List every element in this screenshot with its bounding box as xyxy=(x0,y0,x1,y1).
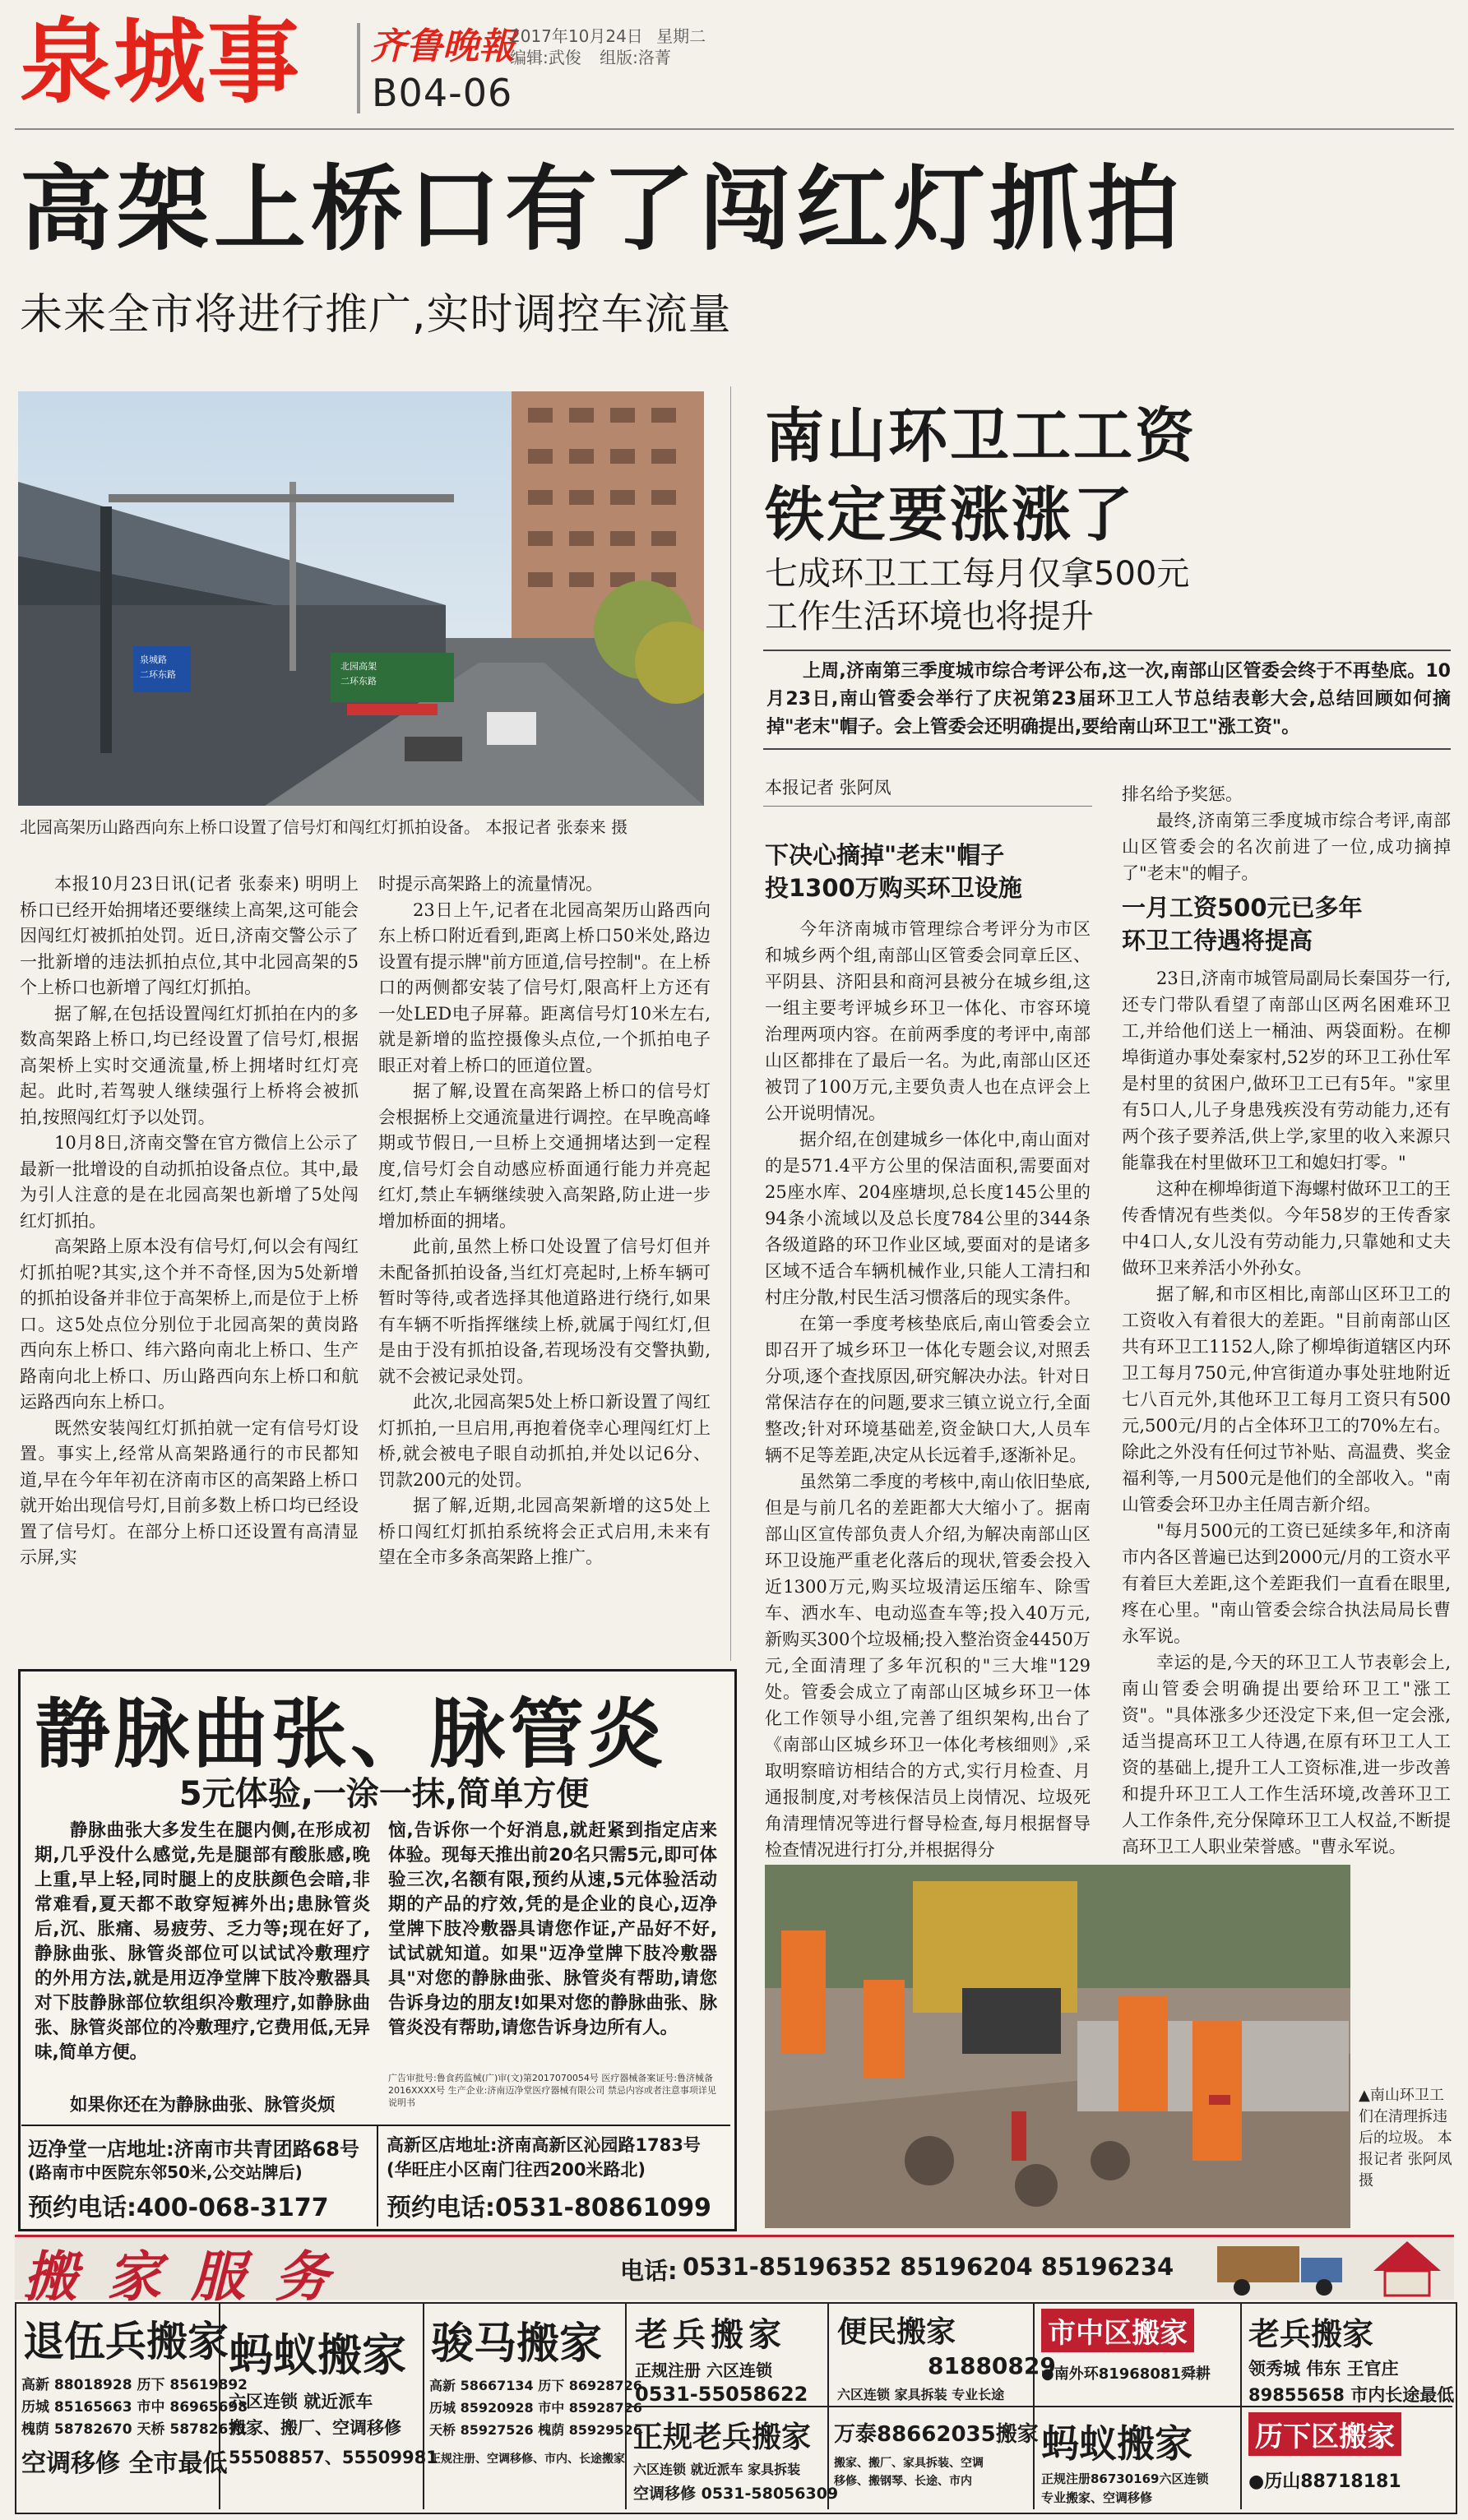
moving-ad-line: 89855658 市内长途最低 xyxy=(1248,2385,1455,2405)
moving-ad-line: ●南外环81968081舜耕 xyxy=(1041,2365,1211,2383)
moving-ad-name: 骏马搬家 xyxy=(431,2319,603,2369)
second-paragraph: 幸运的是,今天的环卫工人节表彰会上,南山管委会明确提出要给环卫工"涨工资"。"具体涨多少还没定下来,但一定会涨,适当提高环卫工人待遇,在原有环卫工人工资的基础上,提升工人工资标准,进一步改善和提升环卫工人工作生活环境,改善环卫工人工作条件,充分保障环卫工人权益,不断提高环卫工人职业荣誉感。"曹永军说。 xyxy=(1122,1653,1451,1856)
issue-date xyxy=(510,23,706,47)
byline-rule xyxy=(763,806,1092,807)
second-lede-rule-bottom xyxy=(763,748,1451,750)
moving-ad-name: 便民搬家 xyxy=(837,2315,956,2349)
sanitation-photo-caption: ▲南山环卫工们在清理拆违后的垃圾。 本报记者 张阿凤 摄 xyxy=(1359,2087,1452,2189)
second-headline-line1: 南山环卫工工资 xyxy=(765,401,1197,470)
lead-paragraph: 此前,虽然上桥口处设置了信号灯但并未配备抓拍设备,当红灯亮起时,上桥车辆可暂时等待,或者选择其他道路进行绕行,如果有车辆不听指挥继续上桥,就属于闯红灯,但是由于没有抓拍设备,若现场没有交警执勤,就不会被记录处罚。 xyxy=(378,1237,711,1386)
second-subhead-line2: 工作生活环境也将提升 xyxy=(765,598,1094,636)
moving-ad-name: 历下区搬家 xyxy=(1248,2412,1401,2456)
second-subhead-a-2: 投1300万购买环卫设施 xyxy=(765,874,1022,902)
moving-ad-line: 历城 85165663 市中 86965698 xyxy=(21,2399,248,2416)
vein-ad-col1: 静脉曲张大多发生在腿内侧,在形成初期,几乎没什么感觉,先是腿部有酸胀感,晚上重,早上轻,同时腿上的皮肤颜色会暗,非常难看,夏天都不敢穿短裤外出;患脉管炎后,沉、胀痛、易疲劳、乏力等;现在好了,静脉曲张、脉管炎部位可以试试冷敷理疗的外用方法,就是用迈净堂牌下肢冷敷器具对下肢静脉部位软组织冷敷理疗,如静脉曲张、脉管炎部位的冷敷理疗,它费用低,无异味,简单方便。 xyxy=(35,1820,370,2063)
moving-ad-footer: 空调移修 0531-58056309 xyxy=(633,2485,839,2503)
store2-address: 高新区店地址:济南高新区沁园路1783号(华旺庄小区南门往西200米路北) xyxy=(387,2135,701,2180)
moving-ad-line: 81880829 xyxy=(928,2352,1056,2379)
moving-ad[interactable] xyxy=(1242,2407,1452,2509)
moving-ad-line: 搬家、搬厂、空调移修 xyxy=(229,2418,401,2438)
second-paragraph: 虽然第二季度的考核中,南山依旧垫底,但是与前几名的差距都大大缩小了。据南部山区宣传部负责人介绍,为解决南部山区环卫设施严重老化落后的现状,管委会投入近1300万元,购买垃圾清运压缩车、除雪车、洒水车、电动巡查车等;投入40万元,新购买300个垃圾桶;投入整治资金4450万元,全面清理了多年沉积的"三大堆"129处。管委会成立了南部山区城乡环卫一体化工作领导小组,完善了组织架构,出台了《南部山区城乡环卫一体化考核细则》,采取明察暗访相结合的方式,实行月检查、月通报制度,对考核保洁员上岗情况、垃圾死角清理情况等进行督导检查,每月根据督导检查情况进行打分,并根据得分 xyxy=(765,1472,1091,1860)
second-paragraph: 最终,济南第三季度城市综合考评,南部山区管委会的名次前进了一位,成功摘掉了"老末"的帽子。 xyxy=(1122,811,1451,883)
moving-ad-name: 退伍兵搬家 xyxy=(23,2318,229,2365)
lead-paragraph: 据了解,近期,北园高架新增的这5处上桥口闯红灯抓拍系统将会正式启用,未来有望在全市多条高架路上推广。 xyxy=(378,1496,711,1567)
moving-ad-line: 移修、搬钢琴、长途、市内 xyxy=(834,2475,972,2488)
lead-subhead: 未来全市将进行推广,实时调控车流量 xyxy=(20,290,732,340)
moving-ad[interactable] xyxy=(16,2304,248,2509)
moving-ad-line: 历城 85920928 市中 85928726 xyxy=(429,2400,642,2416)
road-sign-1-text: 泉城路 二环东路 xyxy=(140,654,176,680)
moving-ad-name: 正规老兵搬家 xyxy=(633,2421,812,2454)
moving-ad[interactable] xyxy=(627,2407,839,2509)
vein-ad-title: 静脉曲张、脉管炎 xyxy=(35,1690,667,1778)
lead-paragraph: 23日上午,记者在北园高架历山路西向东上桥口附近看到,距离上桥口50米处,路边设置有提示牌"前方匝道,信号控制"。在上桥口的两侧都安装了信号灯,限高杆上方还有一处LED电子屏幕。距离信号灯10米左右,就是新增的监控摄像头点位,一个抓拍电子眼正对着上桥口的匝道位置。 xyxy=(378,899,711,1075)
vein-ad-divider-vertical xyxy=(377,2126,378,2226)
moving-ad-line: 高新 88018928 历下 85619892 xyxy=(21,2377,248,2393)
moving-ad-line: 搬家、搬厂、家具拆装、空调 xyxy=(834,2457,984,2470)
moving-ad-line: 高新 58667134 历下 86928726 xyxy=(429,2378,642,2393)
paper-logo: 齐鲁晚報 xyxy=(370,25,515,67)
second-subhead-a-1: 下决心摘掉"老末"帽子 xyxy=(765,841,1005,869)
moving-ad-line: 六区连锁 就近派车 xyxy=(229,2392,373,2411)
second-lede: 上周,济南第三季度城市综合考评公布,这一次,南部山区管委会终于不再垫底。10月23日,南山管委会举行了庆祝第23届环卫工人节总结表彰大会,总结回顾如何摘掉"老末"帽子。会上管委会还明确提出,要给南山环卫工"涨工资"。 xyxy=(766,661,1451,738)
second-subhead-line1: 七成环卫工工每月仅拿500元 xyxy=(765,555,1190,593)
second-lede-rule-top xyxy=(763,650,1451,651)
vein-ad-col1-end: 如果你还在为静脉曲张、脉管炎烦 xyxy=(70,2095,336,2115)
second-paragraph: 排名给予奖惩。 xyxy=(1122,784,1243,804)
moving-ad-name: 蚂蚁搬家 xyxy=(229,2329,406,2381)
moving-phone-label: 电话: xyxy=(620,2257,678,2285)
moving-ad-line: 领秀城 伟东 王官庄 xyxy=(1248,2359,1399,2379)
vein-ad-divider xyxy=(21,2125,730,2126)
moving-ad-line: 正规注册86730169六区连锁 xyxy=(1041,2471,1209,2486)
moving-ad-footer: 55508857、55509981 xyxy=(229,2448,438,2467)
designer: 组版:洛菁 xyxy=(600,48,671,67)
moving-ad-footer: 正规注册、空调移修、市内、长途搬家 xyxy=(429,2453,625,2466)
masthead-divider xyxy=(357,23,360,113)
section-title: 泉城事 xyxy=(20,9,301,116)
second-byline: 本报记者 张阿凤 xyxy=(765,778,891,798)
moving-ad[interactable] xyxy=(424,2304,642,2509)
moving-ad[interactable] xyxy=(1035,2304,1242,2407)
lead-paragraph: 本报10月23日讯(记者 张泰来) 明明上桥口已经开始拥堵还要继续上高架,这可能会因闯红灯被抓拍处罚。近日,济南交警公示了一批新增的违法抓拍点位,其中北园高架的5个上桥口也新增了闯红灯抓拍。 xyxy=(20,874,359,997)
second-paragraph: 据了解,和市区相比,南部山区环卫工的工资收入有着很大的差距。"目前南部山区共有环卫工1152人,除了柳埠街道辖区内环卫工每月750元,仲宫街道办事处驻地附近七八百元外,其他环卫工每月工资只有500元,500元/月的占全体环卫工的70%左右。除此之外没有任何过节补贴、高温费、奖金福利等,一月500元是他们的全部收入。"南山管委会环卫办主任周吉新介绍。 xyxy=(1122,1284,1451,1514)
lead-column-2 xyxy=(378,872,711,1571)
lead-paragraph: 既然安装闯红灯抓拍就一定有信号灯设置。事实上,经常从高架路通行的市民都知道,早在今年年初在济南市区的高架路上桥口就开始出现信号灯,目前多数上桥口均已经设置了信号灯。在部分上桥口还设置有高清显示屏,实 xyxy=(20,1417,359,1567)
moving-ad-line: 专业搬家、空调移修 xyxy=(1041,2490,1153,2505)
second-paragraph: 在第一季度考核垫底后,南山管委会立即召开了城乡环卫一体化专题会议,对照丢分项,逐个查找原因,研究解决办法。针对日常保洁存在的问题,要求三镇立说立行,全面整改;针对环境基础差,资金缺口大,人员车辆不足等差距,决定从长远着手,逐渐补足。 xyxy=(765,1314,1091,1465)
moving-ad[interactable] xyxy=(220,2304,438,2509)
lead-paragraph: 10月8日,济南交警在官方微信上公示了最新一批增设的自动抓拍设备点位。其中,最为引人注意的是在北园高架也新增了5处闯红灯抓拍。 xyxy=(20,1133,359,1231)
lead-paragraph: 据了解,在包括设置闯红灯抓拍在内的多数高架路上桥口,均已经设置了信号灯,根据高架桥上实时交通流量,桥上拥堵时红灯亮起。此时,若驾驶人继续强行上桥将会被抓拍,按照闯红灯予以处罚。 xyxy=(20,1003,359,1127)
moving-ad[interactable] xyxy=(829,2304,1056,2407)
lead-photo xyxy=(18,391,704,806)
store1-note: (路南市中医院东邻50米,公交站牌后) xyxy=(28,2162,303,2182)
moving-ad[interactable] xyxy=(627,2304,829,2407)
workers-illustration xyxy=(765,1865,1350,2228)
moving-ad-line: ●历山88718181 xyxy=(1248,2471,1401,2492)
lead-column-1 xyxy=(20,872,359,1571)
second-headline-line2: 铁定要涨涨了 xyxy=(765,480,1136,549)
lead-photo-caption: 北园高架历山路西向东上桥口设置了信号灯和闯红灯抓拍设备。 本报记者 张泰来 摄 xyxy=(20,817,628,837)
vein-ad-slogan: 5元体验,一涂一抹,简单方便 xyxy=(178,1775,590,1813)
moving-ad[interactable] xyxy=(829,2407,1039,2509)
road-sign-2-text: 北园高架 二环东路 xyxy=(340,661,377,687)
moving-ad[interactable] xyxy=(1035,2407,1242,2509)
lead-paragraph: 高架路上原本没有信号灯,何以会有闯红灯抓拍呢?其实,这个并不奇怪,因为5处新增的抓拍设备并非位于高架桥上,而是位于上桥口。这5处点位分别位于北园高架的黄岗路西向东上桥口、纬六路向南北上桥口、生产路南向北上桥口、历山路西向东上桥口和航运路西向东上桥口。 xyxy=(20,1237,359,1412)
staff-line xyxy=(510,44,671,68)
moving-ad-line: 天桥 85927526 槐荫 85929526 xyxy=(429,2422,642,2438)
second-subhead-b-1: 一月工资500元已多年 xyxy=(1122,894,1363,922)
second-paragraph: 据介绍,在创建城乡一体化中,南山面对的是571.4平方公里的保洁面积,需要面对25座水库、204座塘坝,总长度145公里的94条小流域以及总长度784公里的344条各级道路的环卫作业区域,要面对的是诸多区域不适合车辆机械作业,只能人工清扫和村庄分散,村民生活习惯落后的现实条件。 xyxy=(765,1130,1091,1307)
vein-ad-fineprint: 广告审批号:鲁食药监械(广)审(文)第2017070054号 医疗器械备案证号:鲁济械备2016XXXX号 生产企业:济南迈净堂医疗器械有限公司 禁忌内容或者注意事项详见说明书 xyxy=(388,2073,716,2108)
page-number: B04-06 xyxy=(372,71,513,115)
moving-ad-name: 老兵搬家 xyxy=(1248,2316,1374,2352)
store2-phone[interactable]: 预约电话:0531-80861099 xyxy=(387,2194,711,2222)
house-icon xyxy=(1370,2238,1444,2297)
weekday: 星期二 xyxy=(656,26,706,46)
truck-icon xyxy=(1209,2238,1357,2297)
second-paragraph: "每月500元的工资已延续多年,和济南市内各区普遍已达到2000元/月的工资水平有着巨大差距,这个差距我们一直看在眼里,疼在心里。"南山管委会综合执法局局长曹永军说。 xyxy=(1122,1521,1451,1646)
date: 2017年10月24日 xyxy=(510,26,643,46)
lead-headline: 高架上桥口有了闯红灯抓拍 xyxy=(20,156,1184,263)
column-rule xyxy=(730,386,731,1661)
overpass-illustration xyxy=(18,391,704,806)
second-column-b xyxy=(1122,965,1451,1860)
second-column-b-top xyxy=(1122,781,1451,886)
second-column-a xyxy=(765,916,1091,1863)
moving-ad-name: 市中区搬家 xyxy=(1041,2309,1194,2352)
moving-ad-line: 槐荫 58782670 天桥 58782671 xyxy=(21,2421,248,2438)
moving-ad-line: 0531-55058622 xyxy=(635,2383,808,2406)
vein-ad-col2: 恼,告诉你一个好消息,就赶紧到指定店来体验。现每天推出前20名只需5元,即可体验三次,名额有限,预约从速,5元体验活动期的产品的疗效,凭的是企业的良心,迈净堂牌下肢冷敷器具请您作证,产品好不好,试试就知道。如果"迈净堂牌下肢冷敷器具"对您的静脉曲张、脉管炎有帮助,请您告诉身边的朋友!如果对您的静脉曲张、脉管炎没有帮助,请您告诉身边所有人。 xyxy=(388,1820,717,2038)
second-paragraph: 这种在柳埠街道下海螺村做环卫工的王传香情况有些类似。今年58岁的王传香家中4口人,女儿没有劳动能力,只靠她和丈夫做环卫来养活小外孙女。 xyxy=(1122,1179,1451,1278)
moving-ad-name: 老兵搬家 xyxy=(635,2316,786,2354)
editor: 编辑:武俊 xyxy=(510,48,581,67)
second-paragraph: 今年济南城市管理综合考评分为市区和城乡两个组,南部山区管委会同章丘区、平阴县、济阳县和商河县被分在城乡组,这一组主要考评城乡环卫一体化、市容环境治理两项内容。在前两季度的考评中,南部山区都排在了最后一名。为此,南部山区还被罚了100万元,主要负责人也在点评会上公开说明情况。 xyxy=(765,919,1091,1123)
masthead-rule xyxy=(15,128,1454,130)
moving-phones[interactable]: 0531-85196352 85196204 85196234 xyxy=(683,2253,1174,2281)
moving-ad-name: 蚂蚁搬家 xyxy=(1041,2421,1192,2466)
moving-ad-line: 正规注册 六区连锁 xyxy=(635,2360,772,2380)
moving-banner: 搬家服务 xyxy=(23,2245,359,2309)
lead-paragraph: 据了解,设置在高架路上桥口的信号灯会根据桥上交通流量进行调控。在早晚高峰期或节假日,一旦桥上交通拥堵达到一定程度,信号灯会自动感应桥面通行能力并亮起红灯,禁止车辆继续驶入高架路,防止进一步增加桥面的拥堵。 xyxy=(378,1081,711,1231)
store1-address: 迈净堂一店地址:济南市共青团路68号 xyxy=(28,2138,359,2161)
store1-phone[interactable]: 预约电话:400-068-3177 xyxy=(28,2194,329,2222)
sanitation-photo xyxy=(765,1865,1350,2228)
lead-paragraph: 时提示高架路上的流量情况。 xyxy=(378,874,603,894)
moving-ad-name: 万泰88662035搬家 xyxy=(834,2422,1039,2447)
second-paragraph: 23日,济南市城管局副局长秦国芬一行,还专门带队看望了南部山区两名困难环卫工,并给他们送上一桶油、两袋面粉。在柳埠街道办事处秦家村,52岁的环卫工孙仕军是村里的贫困户,做环卫工已有5年。"家里有5口人,儿子身患残疾没有劳动能力,还有两个孩子要养活,供上学,家里的收入来源只能靠我在村里做环卫工和媳妇打零。" xyxy=(1122,969,1451,1172)
moving-ad-line: 六区连锁 家具拆装 专业长途 xyxy=(837,2387,1005,2402)
second-subhead-b-2: 环卫工待遇将提高 xyxy=(1122,927,1313,955)
moving-ad-line: 六区连锁 就近派车 家具拆装 xyxy=(633,2462,801,2477)
lead-paragraph: 此次,北园高架5处上桥口新设置了闯红灯抓拍,一旦启用,再抱着侥幸心理闯红灯上桥,就会被电子眼自动抓拍,并处以记6分、罚款200元的处罚。 xyxy=(378,1392,711,1490)
moving-ad[interactable] xyxy=(1242,2304,1455,2407)
moving-ad-footer: 空调移修 全市最低 xyxy=(21,2449,228,2478)
